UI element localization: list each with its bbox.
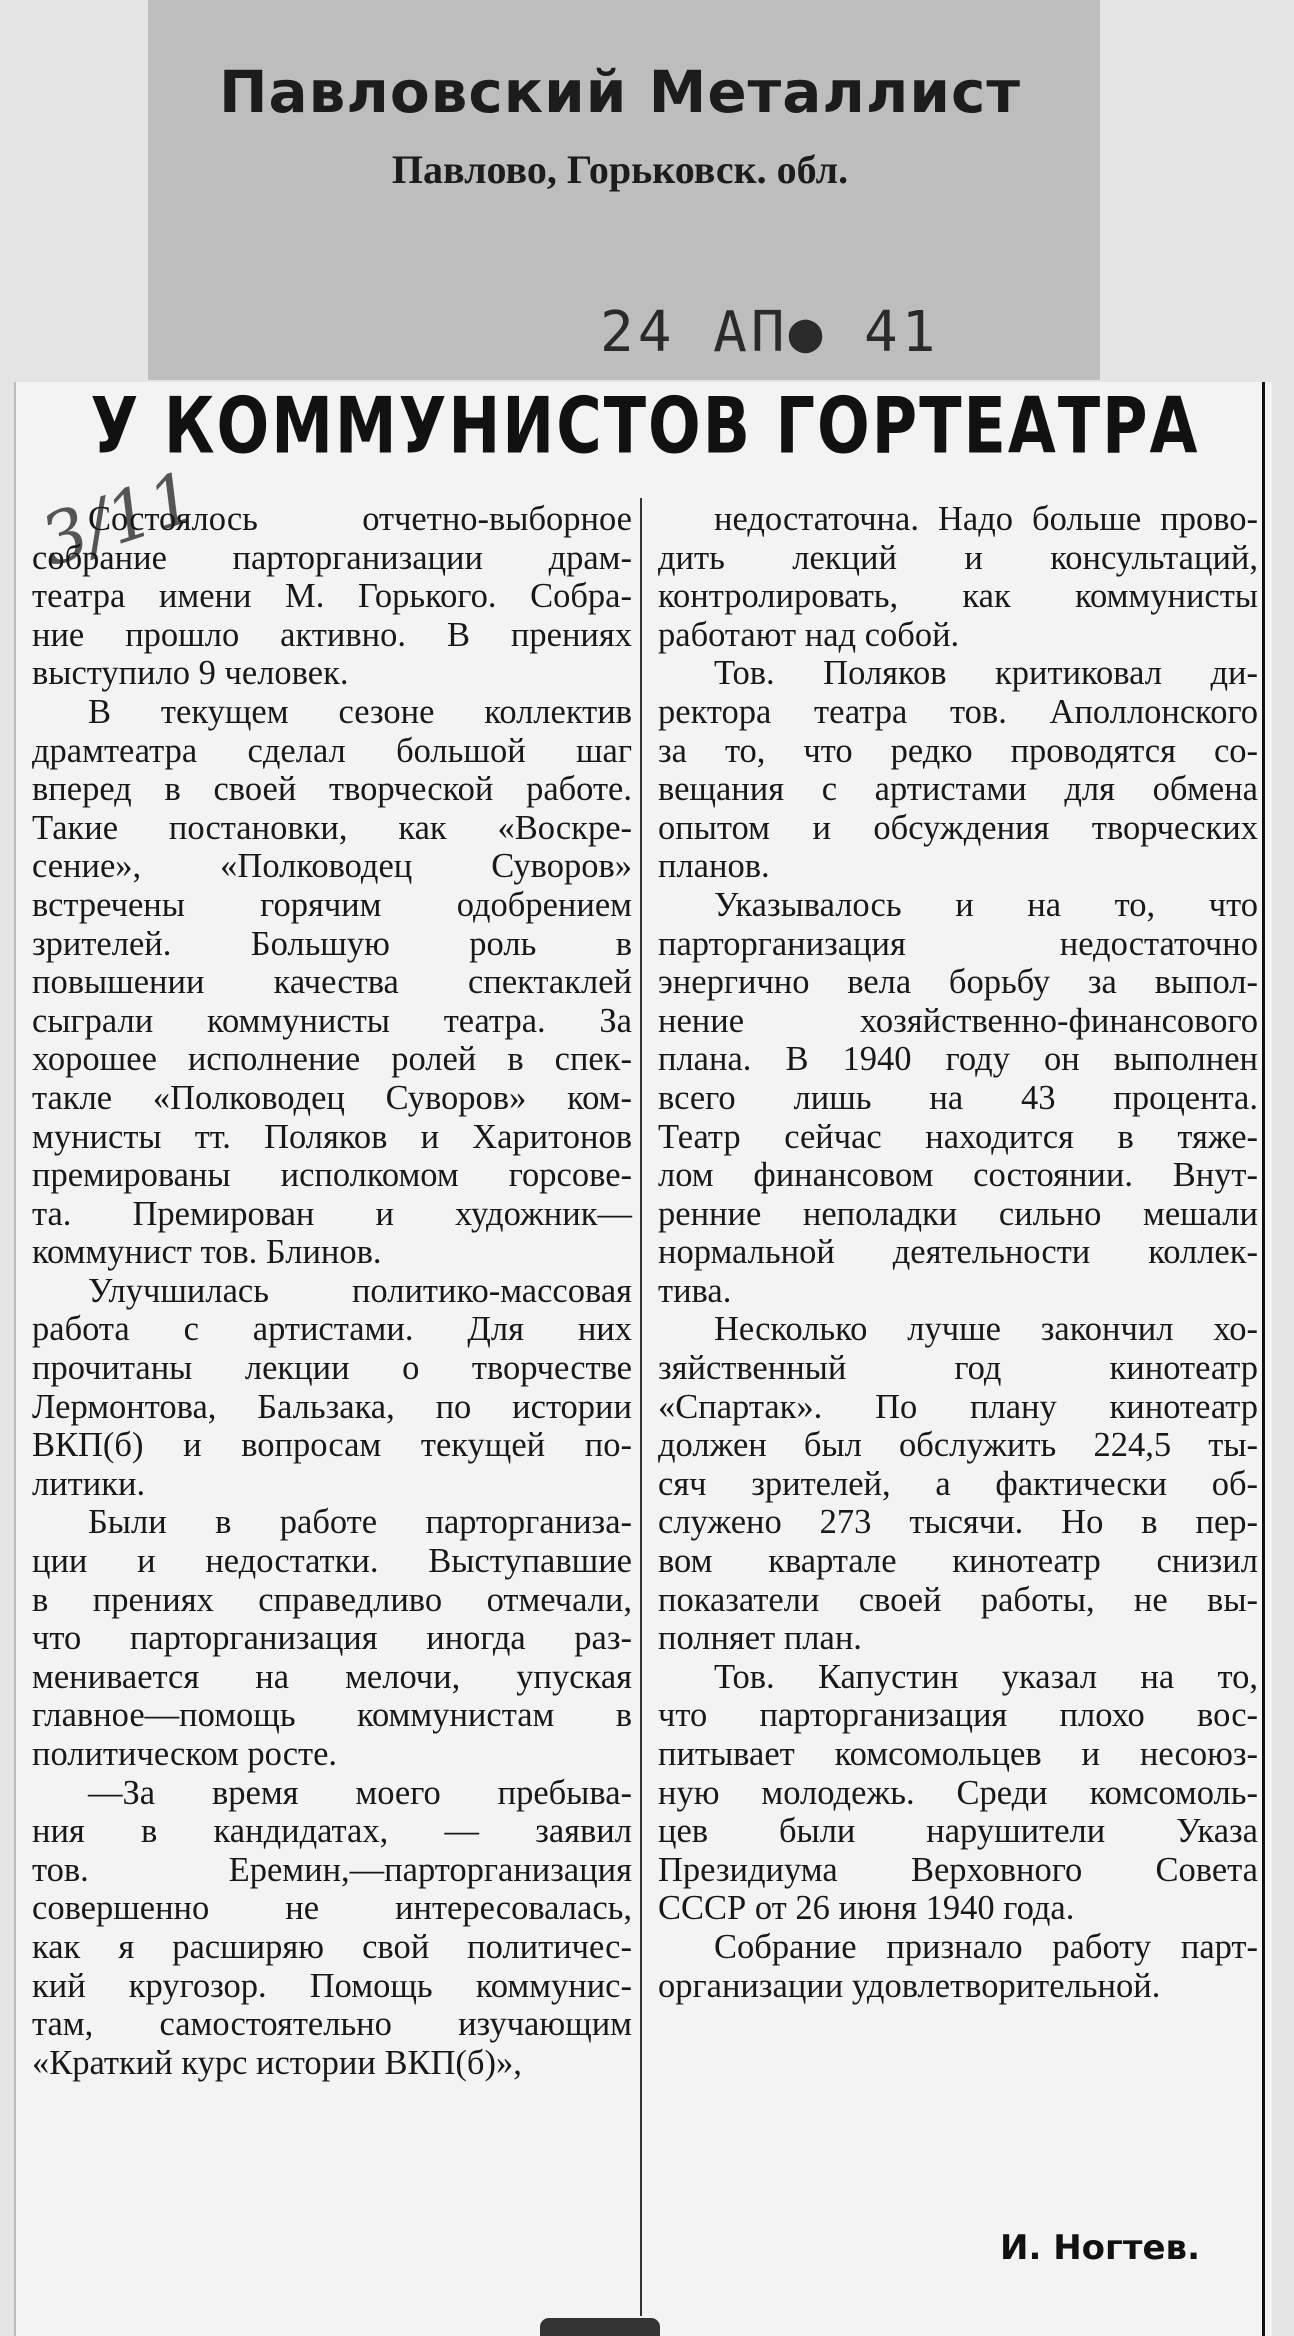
text-line: дить лекций и консультаций, — [658, 538, 1258, 577]
text-line: совершенно не интересовалась, — [32, 1889, 632, 1928]
article-paragraph — [32, 500, 632, 693]
text-line: тов. Еремин,—парторганизация — [32, 1850, 632, 1889]
article-paragraph — [658, 654, 1258, 886]
text-line: собрание парторганизации драм- — [32, 538, 632, 577]
article-paragraph — [658, 1310, 1258, 1657]
text-line: вом квартале кинотеатр снизил — [658, 1542, 1258, 1581]
text-line: питывает комсомольцев и несоюз- — [658, 1735, 1258, 1773]
text-line: ции и недостатки. Выступавшие — [32, 1542, 632, 1581]
text-line: ректора театра тов. Аполлонского — [658, 692, 1258, 731]
text-line: прочитаны лекции о творчестве — [32, 1349, 632, 1388]
text-line: главное—помощь коммунистам в — [32, 1696, 632, 1735]
article-headline: У КОММУНИСТОВ ГОРТЕАТРА — [90, 380, 1200, 472]
text-line: контролировать, как коммунисты — [658, 577, 1258, 616]
text-line: Собрание признало работу парт- — [714, 1927, 1258, 1966]
bottom-edge-marks — [540, 2318, 660, 2336]
handwritten-margin-mark: 3/11 — [31, 455, 207, 583]
text-line: Театр сейчас находится в тяже- — [658, 1117, 1258, 1156]
text-line: работают над собой. — [658, 615, 960, 654]
text-line: показатели своей работы, не вы- — [658, 1580, 1258, 1619]
date-stamp: 24 АП● 41 — [600, 300, 940, 365]
text-line: работа с артистами. Для них — [32, 1310, 632, 1349]
text-line: Указывалось и на то, что — [714, 885, 1258, 924]
text-line: цев были нарушители Указа — [658, 1812, 1258, 1851]
text-line: премированы исполкомом горсове- — [32, 1156, 632, 1195]
text-line: лом финансовом состоянии. Внут- — [658, 1156, 1258, 1195]
text-line: что парторганизация иногда раз- — [32, 1619, 632, 1658]
text-line: полняет план. — [658, 1619, 862, 1658]
text-line: всего лишь на 43 процента. — [658, 1078, 1258, 1117]
text-line: Лермонтова, Бальзака, по истории — [32, 1387, 632, 1426]
text-line: вперед в своей творческой работе. — [32, 770, 632, 809]
author-signature: И. Ногтев. — [1000, 2228, 1200, 2268]
text-line: тива. — [658, 1271, 732, 1310]
text-line: драмтеатра сделал большой шаг — [32, 731, 632, 770]
text-line: «Краткий курс истории ВКП(б)», — [32, 2043, 522, 2082]
text-line: театра имени М. Горького. Собра- — [32, 577, 632, 616]
text-line: нение хозяйственно-финансового — [658, 1001, 1258, 1040]
text-line: кий кругозор. Помощь коммунис- — [32, 1966, 632, 2005]
text-line: должен был обслужить 224,5 ты- — [658, 1426, 1258, 1465]
text-line: хорошее исполнение ролей в спек- — [32, 1040, 632, 1079]
text-line: Были в работе парторганиза- — [88, 1503, 632, 1542]
text-line: что парторганизация плохо вос- — [658, 1696, 1258, 1735]
text-line: Президиума Верховного Совета — [658, 1850, 1258, 1889]
article-paragraph — [32, 1503, 632, 1773]
text-line: зрителей. Большую роль в — [32, 924, 632, 963]
text-line: ную молодежь. Среди комсомоль- — [658, 1773, 1258, 1812]
text-line: СССР от 26 июня 1940 года. — [658, 1889, 1075, 1928]
text-line: встречены горячим одобрением — [32, 885, 632, 924]
article-column-left — [32, 500, 632, 2082]
text-line: та. Премирован и художник— — [32, 1194, 632, 1233]
text-line: мунисты тт. Поляков и Харитонов — [32, 1117, 632, 1156]
text-line: недостаточна. Надо больше прово- — [714, 500, 1258, 538]
article-paragraph — [658, 500, 1258, 654]
text-line: ренние неполадки сильно мешали — [658, 1194, 1258, 1233]
text-line: Улучшилась политико-массовая — [88, 1271, 632, 1310]
text-line: ние прошло активно. В прениях — [32, 615, 632, 654]
article-paragraph — [32, 1774, 632, 2083]
text-line: планов. — [658, 847, 770, 886]
text-line: —За время моего пребыва- — [88, 1773, 632, 1812]
text-line: организации удовлетворительной. — [658, 1966, 1161, 2005]
text-line: такле «Полководец Суворов» ком- — [32, 1078, 632, 1117]
text-line: менивается на мелочи, упуская — [32, 1657, 632, 1696]
text-line: в прениях справедливо отмечали, — [32, 1580, 632, 1619]
text-line: служено 273 тысячи. Но в пер- — [658, 1503, 1258, 1542]
text-line: Тов. Капустин указал на то, — [714, 1657, 1258, 1696]
text-line: выступило 9 человек. — [32, 654, 349, 693]
right-border-line — [1262, 382, 1265, 2336]
text-line: «Спартак». По плану кинотеатр — [658, 1387, 1258, 1426]
article-column-right — [658, 500, 1258, 2005]
text-line: плана. В 1940 году он выполнен — [658, 1040, 1258, 1079]
text-line: сыграли коммунисты театра. За — [32, 1001, 632, 1040]
newspaper-place: Павлово, Горьковск. обл. — [391, 147, 849, 192]
text-line: вещания с артистами для обмена — [658, 770, 1258, 809]
text-line: там, самостоятельно изучающим — [32, 2005, 632, 2044]
article-paragraph — [32, 693, 632, 1272]
text-line: коммунист тов. Блинов. — [32, 1233, 382, 1272]
text-line: ВКП(б) и вопросам текущей по- — [32, 1426, 632, 1465]
text-line: нормальной деятельности коллек- — [658, 1233, 1258, 1272]
text-line: Состоялось отчетно-выборное — [88, 500, 632, 538]
newspaper-title: Павловский Металлист — [218, 58, 1022, 126]
text-line: парторганизация недостаточно — [658, 924, 1258, 963]
text-line: Такие постановки, как «Воскре- — [32, 808, 632, 847]
column-divider — [640, 498, 642, 2316]
text-line: опытом и обсуждения творческих — [658, 808, 1258, 847]
article-paragraph — [658, 886, 1258, 1311]
text-line: ния в кандидатах, — заявил — [32, 1812, 632, 1851]
text-line: литики. — [32, 1464, 146, 1503]
text-line: сяч зрителей, а фактически об- — [658, 1464, 1258, 1503]
text-line: сение», «Полководец Суворов» — [32, 847, 632, 886]
text-line: Несколько лучше закончил хо- — [714, 1310, 1258, 1349]
text-line: зяйственный год кинотеатр — [658, 1349, 1258, 1388]
text-line: политическом росте. — [32, 1735, 338, 1773]
text-line: Тов. Поляков критиковал ди- — [714, 654, 1258, 693]
article-paragraph — [658, 1928, 1258, 2005]
text-line: В текущем сезоне коллектив — [88, 692, 632, 731]
article-paragraph — [32, 1272, 632, 1504]
article-paragraph — [658, 1658, 1258, 1928]
text-line: за то, что редко проводятся со- — [658, 731, 1258, 770]
text-line: энергично вела борьбу за выпол- — [658, 963, 1258, 1002]
text-line: повышении качества спектаклей — [32, 963, 632, 1002]
text-line: как я расширяю свой политичес- — [32, 1927, 632, 1966]
